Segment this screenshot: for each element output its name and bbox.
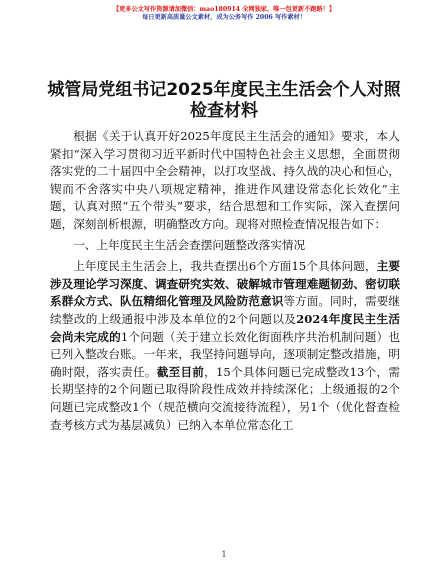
promo-banner — [0, 6, 448, 22]
paragraph-text: 1个问题（关于建立长效化街面秩序共治机制问题）也已列入整改台账。一年来，我坚持问题导向，逐项制定整改措施，明确时限，落实责任。 — [50, 329, 400, 379]
banner-line-1: 【更多公文写作资源请加微信：mao180914 全网独家，唯一包更新不跑路！】 — [112, 6, 336, 13]
bold-text: 主要涉及理论学习深度、调查研究实效、破解城市管理难题韧劲、密切联系群众方式、队伍精细化管理及风险防范意识 — [50, 259, 400, 309]
paragraph-text: 等方面。同时，需要继续整改的上级通报中涉及本单位的2个问题以及 — [50, 294, 400, 326]
paragraph-text: 上年度民主生活会上，我共查摆出6个方面15个具体问题， — [73, 259, 377, 274]
intro-paragraph: 根据《关于认真开好2025年度民主生活会的通知》要求，本人紧扣“深入学习贯彻习近平新时代中国特色社会主义思想，全面贯彻落实党的二十届四中全会精神，以打攻坚战、持久战的决心和恒心，锲而不舍落实中央八项规定精神，推进作风建设常态化长效化”主题，认真对照“五个带头”要求，结合思想和工作实际，深入查摆问题，深刻剖析根源，明确整改方向。现将对照检查情况报告如下： — [50, 129, 400, 231]
document-body — [50, 128, 400, 434]
page-number: 1 — [221, 550, 227, 559]
bold-text: 2024年度民主生活会尚未完成的 — [50, 311, 400, 344]
document-title: 城管局党组书记2025年度民主生活会个人对照检查材料 — [47, 80, 401, 121]
paragraph-text: ，15个具体问题已完成整改13个，需长期坚持的2个问题已取得阶段性成效并持续深化；上级通报的2个问题已完成整改1个（规范横向交流接待流程），另1个（优化督查检查考核方式为基层减负）已纳入本单位常态化工 — [50, 364, 400, 432]
section-heading: 一、上年度民主生活会查摆问题整改落实情况 — [73, 237, 306, 252]
banner-line-2: 每日更新高质量公文素材，成为公务写作 2006 写作素材！ — [142, 14, 306, 21]
bold-text: 截至目前 — [156, 364, 205, 379]
rectification-paragraph — [50, 258, 400, 434]
